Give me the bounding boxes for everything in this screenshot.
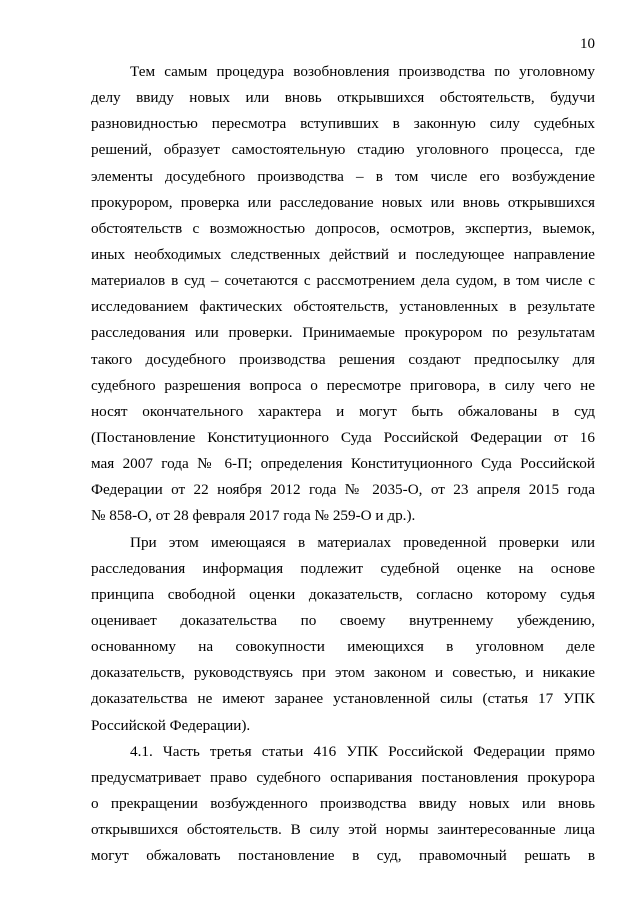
text-line: оценивает доказательства по своему внутреннему убеждению, [91, 611, 595, 629]
text-line: решений, образует самостоятельную стадию уголовного процесса, где [91, 141, 595, 159]
text-line: (Постановление Конституционного Суда Российской Федерации от 16 [91, 428, 595, 446]
document-body [91, 59, 595, 869]
paragraph [91, 739, 595, 870]
text-line: основанному на совокупности имеющихся в уголовном деле [91, 638, 595, 656]
text-line: делу ввиду новых или вновь открывшихся обстоятельств, будучи [91, 89, 595, 107]
text-line: такого досудебного производства решения создают предпосылку для [91, 350, 595, 368]
text-line: открывшихся обстоятельств. В силу этой нормы заинтересованные лица [91, 821, 595, 839]
text-line: расследования информация подлежит судебной оценке на основе [91, 559, 595, 577]
text-line: могут обжаловать постановление в суд, правомочный решать в [91, 847, 595, 865]
paragraph [91, 530, 595, 739]
text-line: Российской Федерации). [91, 716, 251, 734]
text-line: материалов в суд – сочетаются с рассмотрением дела судом, в том числе с [91, 272, 595, 290]
text-line: судебного разрешения вопроса о пересмотре приговора, в силу чего не [91, 376, 595, 394]
text-line: При этом имеющаяся в материалах проведенной проверки или [130, 533, 595, 551]
text-line: Федерации от 22 ноября 2012 года № 2035-О, от 23 апреля 2015 года [91, 481, 595, 499]
text-line: принципа свободной оценки доказательств, согласно которому судья [91, 585, 595, 603]
page-number: 10 [580, 36, 595, 52]
text-line: доказательств, руководствуясь при этом законом и совестью, и никакие [91, 664, 595, 682]
text-line: прокурором, проверка или расследование новых или вновь открывшихся [91, 193, 595, 211]
text-line: расследования или проверки. Принимаемые прокурором по результатам [91, 324, 595, 342]
text-line: разновидностью пересмотра вступивших в законную силу судебных [91, 115, 595, 133]
text-line: № 858-О, от 28 февраля 2017 года № 259-О и др.). [91, 507, 416, 525]
text-line: предусматривает право судебного оспаривания постановления прокурора [91, 768, 595, 786]
text-line: исследованием фактических обстоятельств, установленных в результате [91, 298, 595, 316]
paragraph [91, 59, 595, 530]
text-line: носят окончательного характера и могут быть обжалованы в суд [91, 402, 595, 420]
text-line: о прекращении возбужденного производства ввиду новых или вновь [91, 794, 595, 812]
text-line: доказательства не имеют заранее установленной силы (статья 17 УПК [91, 690, 595, 708]
text-line: Тем самым процедура возобновления производства по уголовному [130, 63, 595, 80]
text-line: элементы досудебного производства – в том числе его возбуждение [91, 167, 595, 185]
text-line: 4.1. Часть третья статьи 416 УПК Российской Федерации прямо [130, 742, 595, 760]
text-line: обстоятельств с возможностью допросов, осмотров, экспертиз, выемок, [91, 219, 595, 237]
text-line: иных необходимых следственных действий и последующее направление [91, 245, 595, 263]
text-line: мая 2007 года № 6-П; определения Конституционного Суда Российской [91, 455, 595, 473]
